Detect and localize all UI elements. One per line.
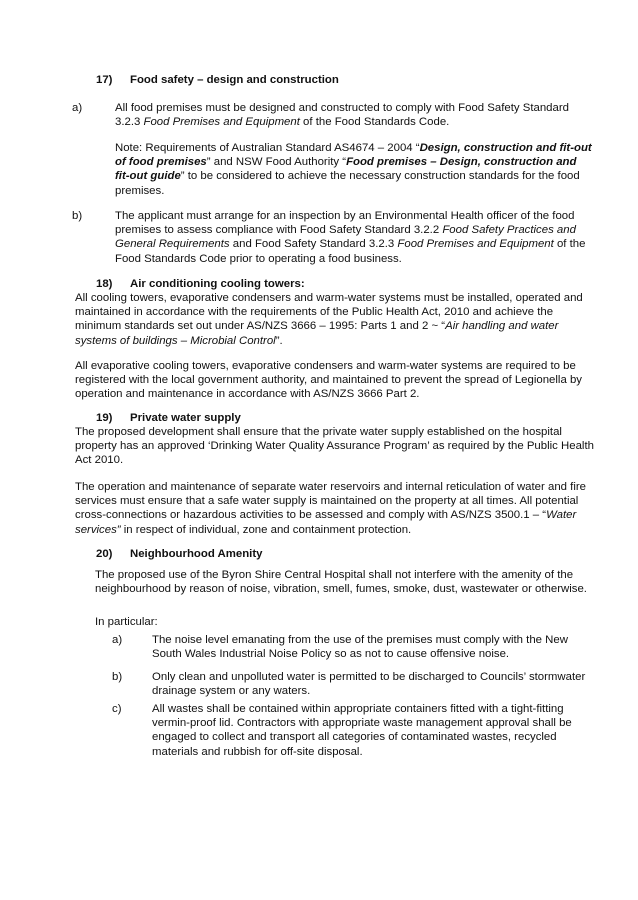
- section-20-intro: The proposed use of the Byron Shire Central Hospital shall not interfere with the amenity of the neighbourhood by reason of noise, vibration, smell, fumes, smoke, dust, wastewater or otherwise.: [95, 569, 587, 596]
- section-title: Private water supply: [130, 412, 241, 424]
- section-19-paragraph-2: The operation and maintenance of separate water reservoirs and internal reticulation of water and fire services must ensure that a safe water supply is maintained on the property at all times. All potential cross-connections or hazardous activities to be assessed and comply with AS/NZS 3500.1 – “Water services” in respect of individual, zone and containment protection.: [75, 481, 586, 536]
- item-label: c): [112, 703, 122, 715]
- section-18-paragraph-1: All cooling towers, evaporative condensers and warm-water systems must be installed, operated and maintained in accordance with the requirements of the Public Health Act, 2010 and achieve the minimum standards set out under AS/NZS 3666 – 1995: Parts 1 and 2 ~ “Air handling and water systems of buildings – Microbial Control”.: [75, 292, 583, 347]
- item-label: b): [72, 210, 83, 222]
- section-title: Food safety – design and construction: [130, 74, 339, 86]
- list-item: [112, 633, 594, 661]
- item-text: All food premises must be designed and constructed to comply with Food Safety Standard 3.2.3 Food Premises and Equipment of the Food Standards Code.: [115, 102, 569, 129]
- section-title: Neighbourhood Amenity: [130, 548, 263, 560]
- section-17-heading: [96, 73, 339, 87]
- section-17-item-b: [72, 209, 594, 266]
- item-text: The applicant must arrange for an inspection by an Environmental Health officer of the food premises to assess compliance with Food Safety Standard 3.2.2 Food Safety Practices and General Requirements and Food Safety Standard 3.2.3 Food Premises and Equipment of the Food Standards Code prior to operating a food business.: [115, 210, 586, 265]
- section-20-particular: In particular:: [95, 616, 158, 628]
- section-title: Air conditioning cooling towers:: [130, 278, 305, 290]
- section-17-item-a: [72, 101, 594, 129]
- item-text: The noise level emanating from the use of the premises must comply with the New South Wales Industrial Noise Policy so as not to cause offensive noise.: [152, 634, 568, 661]
- list-item: [112, 670, 594, 698]
- item-label: b): [112, 671, 123, 683]
- section-number: 18): [96, 278, 113, 290]
- item-label: a): [112, 634, 123, 646]
- section-19-heading: [96, 411, 241, 425]
- item-text: All wastes shall be contained within appropriate containers fitted with a tight-fitting vermin-proof lid. Contractors with appropriate waste management approval shall be engaged to collect and transport all categories of contaminated wastes, recycled materials and rubbish for off-site disposal.: [152, 703, 572, 758]
- section-18-paragraph-2: All evaporative cooling towers, evaporative condensers and warm-water systems are required to be registered with the local government authority, and maintained to prevent the spread of Legionella by operation and maintenance in accordance with AS/NZS 3666 Part 2.: [75, 360, 582, 401]
- section-19-paragraph-1: The proposed development shall ensure that the private water supply established on the hospital property has an approved ‘Drinking Water Quality Assurance Program’ as required by the Public Health Act 2010.: [75, 426, 594, 467]
- item-text: Only clean and unpolluted water is permitted to be discharged to Councils’ stormwater drainage system or any waters.: [152, 671, 586, 698]
- section-20-heading: [96, 547, 262, 561]
- section-number: 20): [96, 548, 113, 560]
- section-18-heading: [96, 277, 305, 291]
- item-label: a): [72, 102, 83, 114]
- list-item: [112, 702, 594, 759]
- section-number: 19): [96, 412, 113, 424]
- section-number: 17): [96, 74, 113, 86]
- section-17-note: Note: Requirements of Australian Standard AS4674 – 2004 “Design, construction and fit-out of food premises” and NSW Food Authority “Food premises – Design, construction and fit-out guide” to be considered to achieve the necessary construction standards for the food premises.: [115, 142, 592, 197]
